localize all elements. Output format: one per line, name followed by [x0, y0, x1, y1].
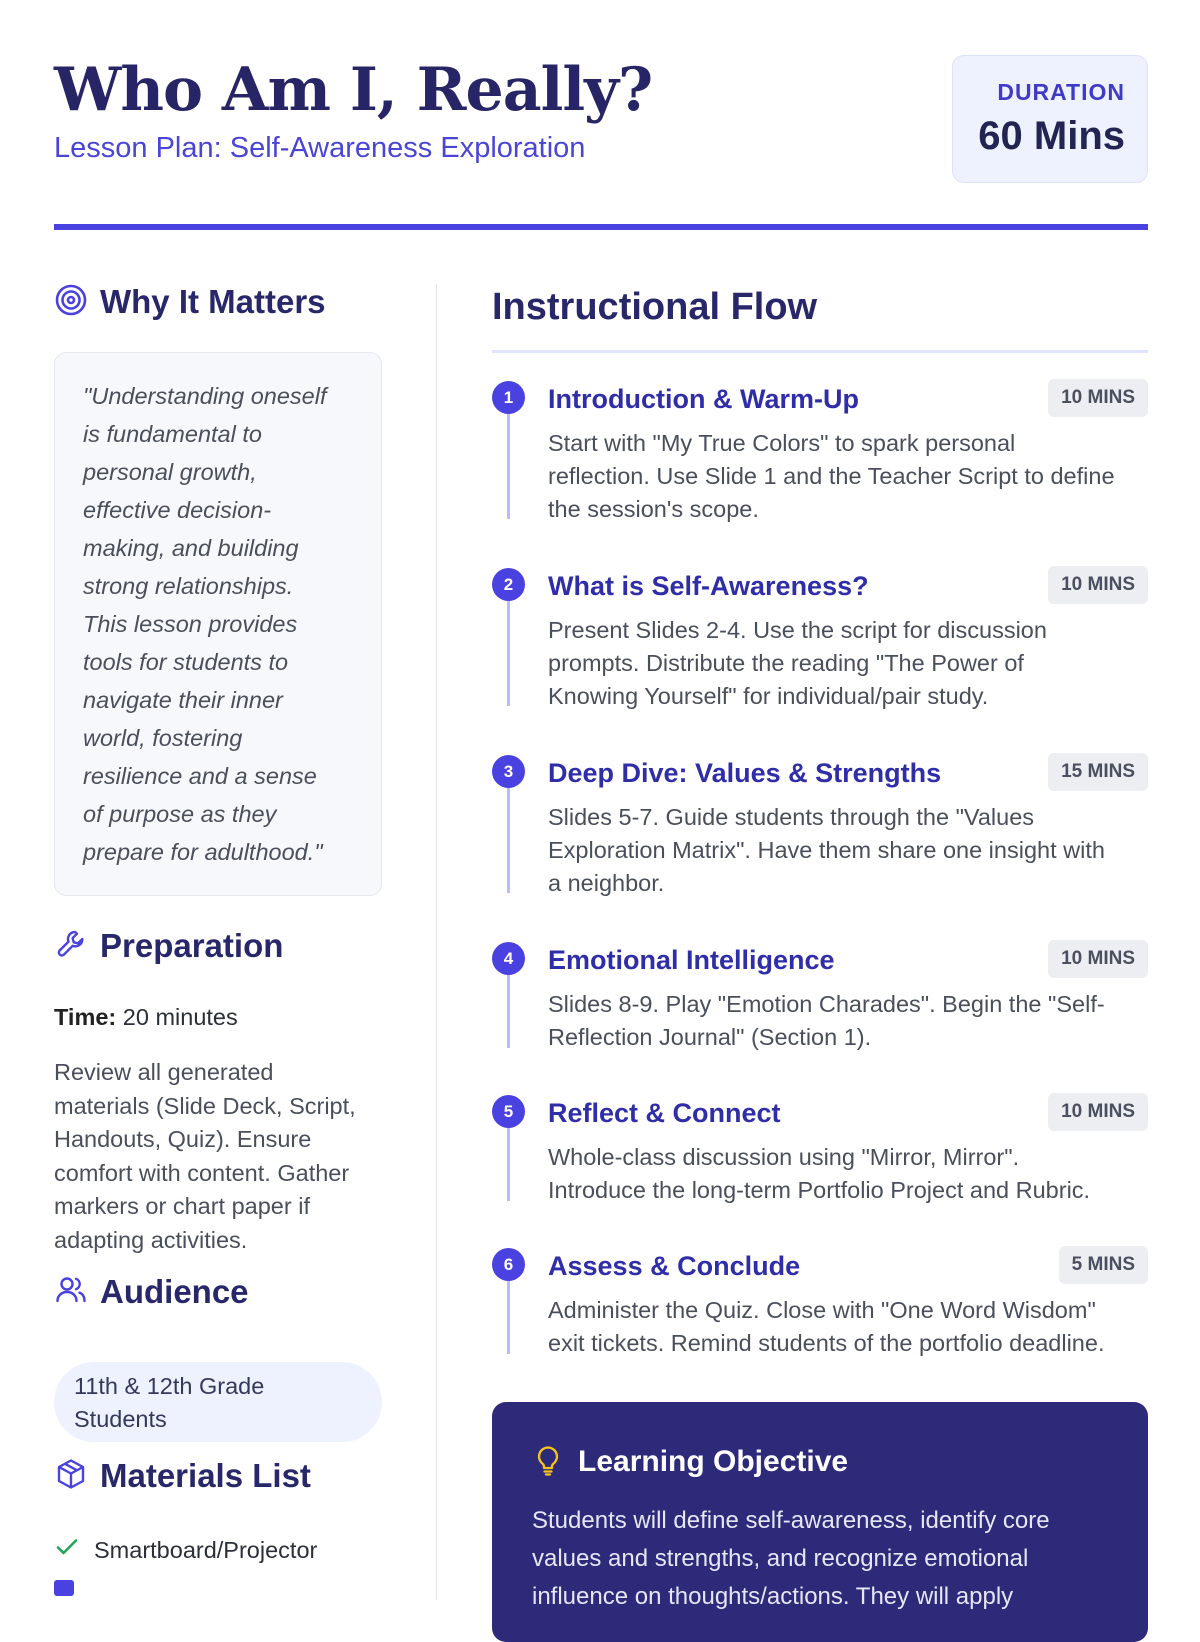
- step-title: Deep Dive: Values & Strengths: [548, 758, 942, 788]
- step-description: [548, 1294, 1148, 1360]
- prep-time-value: 20 minutes: [122, 1004, 238, 1030]
- step-line: Present Slides 2-4. Use the script for discussion: [548, 617, 1047, 643]
- why-title: Why It Matters: [100, 283, 326, 320]
- step-title: Introduction & Warm-Up: [548, 384, 859, 414]
- users-icon: [54, 1273, 100, 1312]
- step-number: 5: [492, 1095, 525, 1128]
- step-line: Exploration Matrix". Have them share one insight with: [548, 837, 1105, 863]
- prep-line: markers or chart paper if: [54, 1193, 310, 1219]
- quote-line: resilience and a sense: [83, 763, 317, 789]
- step-line: Reflection Journal" (Section 1).: [548, 1024, 872, 1050]
- audience-line: Students: [74, 1406, 167, 1432]
- step-number: 1: [492, 381, 525, 414]
- step-number: 6: [492, 1248, 525, 1281]
- target-icon: [54, 283, 100, 322]
- objective-line: influence on thoughts/actions. They will apply: [532, 1583, 1014, 1610]
- step-duration-badge: 10 MINS: [1048, 566, 1148, 604]
- quote-line: This lesson provides: [83, 611, 298, 637]
- step-description: [548, 427, 1148, 526]
- quote-line: world, fostering: [83, 725, 243, 751]
- materials-item: [54, 1534, 317, 1566]
- prep-description: [54, 1056, 382, 1257]
- step-description: [548, 614, 1148, 713]
- step-number: 4: [492, 942, 525, 975]
- step-line: Introduce the long-term Portfolio Project and Rubric.: [548, 1177, 1091, 1203]
- step-duration-badge: 15 MINS: [1048, 753, 1148, 791]
- duration-value: 60 Mins: [978, 114, 1125, 158]
- quote-line: of purpose as they: [83, 801, 277, 827]
- step-duration-badge: 10 MINS: [1048, 379, 1148, 417]
- header-divider: [54, 224, 1148, 230]
- step-description: [548, 1141, 1148, 1207]
- step-duration-badge: 10 MINS: [1048, 1093, 1148, 1131]
- step-line: Whole-class discussion using "Mirror, Mirror".: [548, 1144, 1020, 1170]
- step-connector: [507, 771, 510, 893]
- lightbulb-icon: [532, 1444, 578, 1481]
- materials-item-label: Smartboard/Projector: [94, 1536, 318, 1563]
- step-connector: [507, 397, 510, 519]
- objective-line: Students will define self-awareness, identify core: [532, 1507, 1050, 1534]
- step-line: Knowing Yourself" for individual/pair study.: [548, 683, 989, 709]
- prep-time-label: Time:: [54, 1004, 117, 1030]
- step-title: Emotional Intelligence: [548, 945, 835, 975]
- box-icon: [54, 1457, 100, 1496]
- quote-line: prepare for adulthood.": [83, 839, 323, 865]
- step-line: prompts. Distribute the reading "The Power of: [548, 650, 1024, 676]
- quote-line: "Understanding oneself: [83, 383, 327, 409]
- step-title: Reflect & Connect: [548, 1098, 781, 1128]
- step-line: the session's scope.: [548, 496, 759, 522]
- step-line: Start with "My True Colors" to spark personal: [548, 430, 1016, 456]
- step-number: 2: [492, 568, 525, 601]
- flow-divider: [492, 350, 1148, 353]
- prep-line: Review all generated: [54, 1059, 274, 1085]
- materials-heading: [54, 1454, 311, 1498]
- audience-title: Audience: [100, 1273, 249, 1310]
- prep-line: Handouts, Quiz). Ensure: [54, 1126, 312, 1152]
- audience-heading: [54, 1270, 249, 1314]
- step-description: [548, 801, 1148, 900]
- quote-line: is fundamental to: [83, 421, 262, 447]
- quote-line: making, and building: [83, 535, 299, 561]
- step-line: Slides 5-7. Guide students through the "Values: [548, 804, 1035, 830]
- lesson-plan-page: [54, 0, 1148, 1610]
- page-subtitle: Lesson Plan: Self-Awareness Exploration: [54, 132, 586, 164]
- step-title: Assess & Conclude: [548, 1251, 801, 1281]
- prep-line: adapting activities.: [54, 1226, 248, 1253]
- preparation-title: Preparation: [100, 927, 284, 964]
- step-description: [548, 988, 1148, 1054]
- quote-line: strong relationships.: [83, 573, 294, 599]
- column-divider: [436, 284, 437, 1600]
- step-title: What is Self-Awareness?: [548, 571, 869, 601]
- quote-line: navigate their inner: [83, 687, 283, 713]
- learning-objective-card: [492, 1402, 1148, 1642]
- wrench-icon: [54, 927, 100, 966]
- prep-time: [54, 1004, 238, 1031]
- step-duration-badge: 10 MINS: [1048, 940, 1148, 978]
- step-duration-badge: 5 MINS: [1059, 1246, 1148, 1284]
- step-line: exit tickets. Remind students of the portfolio deadline.: [548, 1330, 1105, 1356]
- quote-line: effective decision-: [83, 497, 272, 523]
- page-title: Who Am I, Really?: [54, 55, 653, 125]
- objective-text: [532, 1502, 1108, 1616]
- objective-title: Learning Objective: [578, 1445, 849, 1478]
- step-line: Slides 8-9. Play "Emotion Charades". Begin the "Self-: [548, 991, 1105, 1017]
- materials-item-icon: [54, 1580, 74, 1596]
- why-quote-box: [54, 352, 382, 896]
- why-quote: [83, 377, 355, 871]
- preparation-heading: [54, 924, 283, 968]
- quote-line: tools for students to: [83, 649, 289, 675]
- quote-line: personal growth,: [83, 459, 257, 485]
- step-line: reflection. Use Slide 1 and the Teacher Script to define: [548, 463, 1115, 489]
- step-line: Administer the Quiz. Close with "One Word Wisdom": [548, 1297, 1096, 1323]
- step-number: 3: [492, 755, 525, 788]
- materials-title: Materials List: [100, 1457, 311, 1494]
- check-icon: [54, 1534, 94, 1566]
- flow-title: Instructional Flow: [492, 286, 818, 328]
- duration-card: [952, 55, 1148, 183]
- why-heading: [54, 280, 326, 324]
- step-connector: [507, 584, 510, 706]
- header: [54, 52, 1148, 192]
- duration-label: DURATION: [997, 79, 1125, 105]
- audience-line: 11th & 12th Grade: [74, 1373, 265, 1399]
- step-line: a neighbor.: [548, 870, 665, 896]
- objective-line: values and strengths, and recognize emotional: [532, 1545, 1029, 1572]
- prep-line: materials (Slide Deck, Script,: [54, 1092, 356, 1119]
- prep-line: comfort with content. Gather: [54, 1159, 350, 1186]
- audience-badge: [54, 1362, 382, 1442]
- objective-heading: [532, 1440, 1108, 1484]
